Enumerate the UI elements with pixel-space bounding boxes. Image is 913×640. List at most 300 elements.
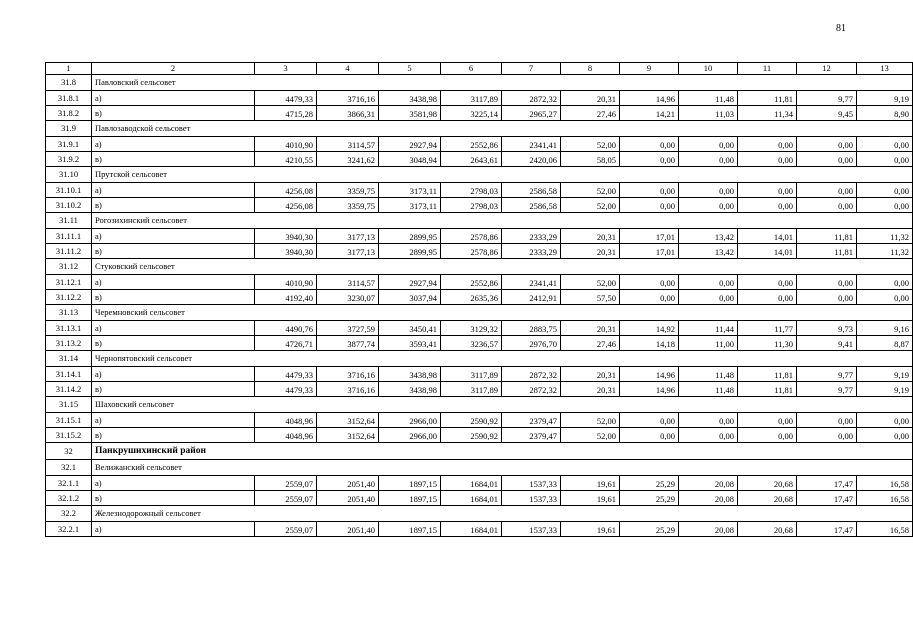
cell-value: 20,31 [561,229,620,244]
cell-value: 1684,01 [441,476,502,491]
section-row [46,397,913,413]
section-title: Прутской сельсовет [92,167,913,183]
row-code: 32.1.2 [46,491,92,506]
cell-value: 0,00 [679,198,738,213]
cell-value: 20,31 [561,382,620,397]
cell-value: 2051,40 [317,476,379,491]
cell-value: 2798,03 [441,183,502,198]
table-row [46,91,913,106]
cell-value: 0,00 [797,152,857,167]
cell-value: 2872,32 [502,367,561,382]
cell-value: 11,81 [797,244,857,259]
cell-value: 13,42 [679,244,738,259]
row-label: а) [92,183,255,198]
cell-value: 3359,75 [317,183,379,198]
cell-value: 14,96 [620,382,679,397]
cell-value: 2635,36 [441,290,502,305]
cell-value: 0,00 [620,198,679,213]
cell-value: 4048,96 [255,413,317,428]
cell-value: 2899,95 [379,244,441,259]
cell-value: 0,00 [679,428,738,443]
cell-value: 17,01 [620,229,679,244]
section-title: Чернопятовский сельсовет [92,351,913,367]
section-row [46,75,913,91]
table-row [46,491,913,506]
row-code: 31.12.1 [46,275,92,290]
row-label: в) [92,198,255,213]
cell-value: 2872,32 [502,91,561,106]
cell-value: 9,77 [797,367,857,382]
cell-value: 2883,75 [502,321,561,336]
cell-value: 14,96 [620,367,679,382]
section-row [46,305,913,321]
cell-value: 2872,32 [502,382,561,397]
cell-value: 2559,07 [255,476,317,491]
section-title: Павлозаводской сельсовет [92,121,913,137]
cell-value: 3117,89 [441,91,502,106]
cell-value: 16,58 [857,491,913,506]
cell-value: 20,31 [561,367,620,382]
cell-value: 0,00 [679,413,738,428]
cell-value: 0,00 [679,137,738,152]
cell-value: 11,81 [738,367,797,382]
cell-value: 3152,64 [317,428,379,443]
row-label: а) [92,275,255,290]
row-label: а) [92,367,255,382]
row-label: а) [92,229,255,244]
row-code: 32.1.1 [46,476,92,491]
cell-value: 3117,89 [441,382,502,397]
table-row [46,428,913,443]
cell-value: 4479,33 [255,382,317,397]
cell-value: 1897,15 [379,476,441,491]
cell-value: 20,68 [738,476,797,491]
section-title: Рогозихинский сельсовет [92,213,913,229]
row-code: 32.2.1 [46,522,92,537]
cell-value: 9,45 [797,106,857,121]
cell-value: 9,73 [797,321,857,336]
cell-value: 16,58 [857,522,913,537]
cell-value: 0,00 [620,413,679,428]
cell-value: 2341,41 [502,275,561,290]
cell-value: 4210,55 [255,152,317,167]
cell-value: 9,41 [797,336,857,351]
cell-value: 9,19 [857,91,913,106]
cell-value: 2586,58 [502,183,561,198]
cell-value: 0,00 [679,152,738,167]
cell-value: 2966,00 [379,413,441,428]
cell-value: 3716,16 [317,91,379,106]
cell-value: 0,00 [797,428,857,443]
column-number-7: 7 [502,63,561,75]
cell-value: 25,29 [620,491,679,506]
row-code: 31.10.1 [46,183,92,198]
cell-value: 19,61 [561,522,620,537]
cell-value: 0,00 [738,198,797,213]
cell-value: 3048,94 [379,152,441,167]
row-label: а) [92,476,255,491]
row-code: 31.8.2 [46,106,92,121]
section-code: 31.8 [46,75,92,91]
cell-value: 16,58 [857,476,913,491]
row-label: а) [92,91,255,106]
section-title: Павловский сельсовет [92,75,913,91]
table-row [46,106,913,121]
cell-value: 20,31 [561,244,620,259]
cell-value: 0,00 [857,152,913,167]
cell-value: 2333,29 [502,244,561,259]
cell-value: 0,00 [738,183,797,198]
cell-value: 14,21 [620,106,679,121]
row-label: а) [92,321,255,336]
cell-value: 1684,01 [441,491,502,506]
cell-value: 52,00 [561,413,620,428]
column-number-12: 12 [797,63,857,75]
cell-value: 52,00 [561,137,620,152]
cell-value: 11,81 [797,229,857,244]
cell-value: 0,00 [679,275,738,290]
cell-value: 11,00 [679,336,738,351]
cell-value: 13,42 [679,229,738,244]
cell-value: 20,08 [679,522,738,537]
cell-value: 2643,61 [441,152,502,167]
cell-value: 52,00 [561,275,620,290]
cell-value: 11,30 [738,336,797,351]
section-code: 32.1 [46,460,92,476]
row-code: 31.11.1 [46,229,92,244]
cell-value: 9,77 [797,91,857,106]
district-title: Панкрушихинский район [92,443,913,460]
cell-value: 20,31 [561,321,620,336]
cell-value: 3177,13 [317,229,379,244]
cell-value: 20,68 [738,522,797,537]
cell-value: 11,32 [857,229,913,244]
cell-value: 1537,33 [502,522,561,537]
cell-value: 0,00 [857,290,913,305]
cell-value: 3581,98 [379,106,441,121]
cell-value: 0,00 [620,290,679,305]
column-number-header-row [46,63,913,75]
cell-value: 3877,74 [317,336,379,351]
row-label: в) [92,106,255,121]
cell-value: 2552,86 [441,137,502,152]
cell-value: 2586,58 [502,198,561,213]
cell-value: 9,16 [857,321,913,336]
cell-value: 0,00 [857,413,913,428]
cell-value: 3438,98 [379,382,441,397]
cell-value: 3438,98 [379,367,441,382]
row-label: в) [92,290,255,305]
cell-value: 2420,06 [502,152,561,167]
table-row [46,336,913,351]
cell-value: 14,01 [738,229,797,244]
cell-value: 0,00 [857,275,913,290]
cell-value: 2341,41 [502,137,561,152]
row-code: 31.13.2 [46,336,92,351]
cell-value: 3129,32 [441,321,502,336]
table-row [46,382,913,397]
cell-value: 1684,01 [441,522,502,537]
cell-value: 3173,11 [379,198,441,213]
row-code: 31.14.2 [46,382,92,397]
cell-value: 11,44 [679,321,738,336]
row-label: а) [92,137,255,152]
table-row [46,522,913,537]
cell-value: 0,00 [620,152,679,167]
cell-value: 3114,57 [317,137,379,152]
cell-value: 1897,15 [379,491,441,506]
cell-value: 3241,62 [317,152,379,167]
cell-value: 3037,94 [379,290,441,305]
section-code: 31.11 [46,213,92,229]
cell-value: 3230,07 [317,290,379,305]
cell-value: 4010,90 [255,137,317,152]
section-row [46,259,913,275]
cell-value: 0,00 [738,428,797,443]
cell-value: 25,29 [620,476,679,491]
cell-value: 0,00 [679,183,738,198]
cell-value: 2051,40 [317,522,379,537]
section-row [46,121,913,137]
section-row [46,167,913,183]
cell-value: 3177,13 [317,244,379,259]
cell-value: 2899,95 [379,229,441,244]
cell-value: 2927,94 [379,137,441,152]
cell-value: 11,48 [679,367,738,382]
cell-value: 2965,27 [502,106,561,121]
cell-value: 0,00 [797,198,857,213]
table-row [46,198,913,213]
cell-value: 3940,30 [255,244,317,259]
row-code: 31.9.2 [46,152,92,167]
cell-value: 14,96 [620,91,679,106]
row-label: в) [92,382,255,397]
column-number-6: 6 [441,63,502,75]
section-title: Стуковский сельсовет [92,259,913,275]
cell-value: 3173,11 [379,183,441,198]
cell-value: 4479,33 [255,367,317,382]
cell-value: 52,00 [561,183,620,198]
section-code: 31.12 [46,259,92,275]
row-code: 31.10.2 [46,198,92,213]
cell-value: 0,00 [857,428,913,443]
page-number: 81 [836,23,846,34]
cell-value: 0,00 [797,290,857,305]
cell-value: 2798,03 [441,198,502,213]
cell-value: 3117,89 [441,367,502,382]
cell-value: 4010,90 [255,275,317,290]
table-row [46,321,913,336]
cell-value: 0,00 [620,428,679,443]
row-code: 31.15.1 [46,413,92,428]
section-row [46,460,913,476]
table-row [46,476,913,491]
cell-value: 0,00 [738,137,797,152]
cell-value: 3438,98 [379,91,441,106]
cell-value: 57,50 [561,290,620,305]
row-code: 31.14.1 [46,367,92,382]
cell-value: 3359,75 [317,198,379,213]
section-code: 31.10 [46,167,92,183]
cell-value: 3866,31 [317,106,379,121]
cell-value: 3727,59 [317,321,379,336]
cell-value: 2559,07 [255,491,317,506]
cell-value: 4256,08 [255,198,317,213]
cell-value: 1897,15 [379,522,441,537]
cell-value: 3152,64 [317,413,379,428]
cell-value: 8,87 [857,336,913,351]
cell-value: 27,46 [561,106,620,121]
section-title: Железнодорожный сельсовет [92,506,913,522]
cell-value: 2578,86 [441,229,502,244]
cell-value: 0,00 [620,275,679,290]
cell-value: 9,77 [797,382,857,397]
cell-value: 0,00 [738,413,797,428]
cell-value: 11,34 [738,106,797,121]
table-row [46,275,913,290]
row-code: 31.13.1 [46,321,92,336]
cell-value: 0,00 [738,275,797,290]
table-row [46,290,913,305]
cell-value: 3236,57 [441,336,502,351]
cell-value: 0,00 [857,183,913,198]
cell-value: 3716,16 [317,367,379,382]
cell-value: 27,46 [561,336,620,351]
section-row [46,351,913,367]
cell-value: 17,47 [797,522,857,537]
section-code: 31.9 [46,121,92,137]
district-code: 32 [46,443,92,460]
section-title: Велижанский сельсовет [92,460,913,476]
section-code: 32.2 [46,506,92,522]
section-title: Черемновский сельсовет [92,305,913,321]
cell-value: 0,00 [738,152,797,167]
cell-value: 0,00 [797,275,857,290]
column-number-4: 4 [317,63,379,75]
cell-value: 1537,33 [502,491,561,506]
cell-value: 3940,30 [255,229,317,244]
cell-value: 0,00 [738,290,797,305]
cell-value: 19,61 [561,476,620,491]
cell-value: 4479,33 [255,91,317,106]
cell-value: 19,61 [561,491,620,506]
cell-value: 2590,92 [441,413,502,428]
cell-value: 2927,94 [379,275,441,290]
row-label: в) [92,336,255,351]
row-label: в) [92,152,255,167]
column-number-9: 9 [620,63,679,75]
cell-value: 0,00 [857,198,913,213]
row-code: 31.11.2 [46,244,92,259]
cell-value: 4048,96 [255,428,317,443]
row-code: 31.9.1 [46,137,92,152]
table-row [46,367,913,382]
cell-value: 58,05 [561,152,620,167]
table-row [46,152,913,167]
cell-value: 25,29 [620,522,679,537]
section-code: 31.13 [46,305,92,321]
cell-value: 0,00 [857,137,913,152]
row-label: в) [92,428,255,443]
column-number-10: 10 [679,63,738,75]
cell-value: 0,00 [679,290,738,305]
table-row [46,183,913,198]
row-code: 31.12.2 [46,290,92,305]
cell-value: 2559,07 [255,522,317,537]
row-label: в) [92,491,255,506]
cell-value: 2379,47 [502,428,561,443]
column-number-5: 5 [379,63,441,75]
cell-value: 2578,86 [441,244,502,259]
cell-value: 11,48 [679,91,738,106]
cell-value: 9,19 [857,382,913,397]
cell-value: 14,01 [738,244,797,259]
section-code: 31.15 [46,397,92,413]
cell-value: 11,03 [679,106,738,121]
cell-value: 20,68 [738,491,797,506]
table-row [46,137,913,152]
row-label: а) [92,522,255,537]
column-number-2: 2 [92,63,255,75]
cell-value: 2966,00 [379,428,441,443]
cell-value: 0,00 [797,183,857,198]
cell-value: 4490,76 [255,321,317,336]
section-title: Шаховский сельсовет [92,397,913,413]
cell-value: 1537,33 [502,476,561,491]
cell-value: 4715,28 [255,106,317,121]
cell-value: 2379,47 [502,413,561,428]
cell-value: 17,47 [797,476,857,491]
cell-value: 11,81 [738,91,797,106]
cell-value: 20,08 [679,491,738,506]
cell-value: 11,32 [857,244,913,259]
cell-value: 14,92 [620,321,679,336]
cell-value: 3450,41 [379,321,441,336]
cell-value: 2590,92 [441,428,502,443]
cell-value: 4192,40 [255,290,317,305]
cell-value: 17,01 [620,244,679,259]
cell-value: 0,00 [797,137,857,152]
cell-value: 2051,40 [317,491,379,506]
cell-value: 4256,08 [255,183,317,198]
cell-value: 52,00 [561,428,620,443]
cell-value: 3114,57 [317,275,379,290]
cell-value: 11,77 [738,321,797,336]
cell-value: 20,31 [561,91,620,106]
cell-value: 20,08 [679,476,738,491]
table-row [46,229,913,244]
cell-value: 2412,91 [502,290,561,305]
cell-value: 2552,86 [441,275,502,290]
cell-value: 3225,14 [441,106,502,121]
cell-value: 52,00 [561,198,620,213]
cell-value: 11,81 [738,382,797,397]
cell-value: 3716,16 [317,382,379,397]
cell-value: 17,47 [797,491,857,506]
column-number-1: 1 [46,63,92,75]
column-number-13: 13 [857,63,913,75]
tariff-table [45,62,913,537]
column-number-8: 8 [561,63,620,75]
cell-value: 9,19 [857,367,913,382]
cell-value: 0,00 [620,183,679,198]
cell-value: 14,18 [620,336,679,351]
cell-value: 0,00 [797,413,857,428]
district-row [46,443,913,460]
column-number-11: 11 [738,63,797,75]
section-row [46,213,913,229]
cell-value: 0,00 [620,137,679,152]
